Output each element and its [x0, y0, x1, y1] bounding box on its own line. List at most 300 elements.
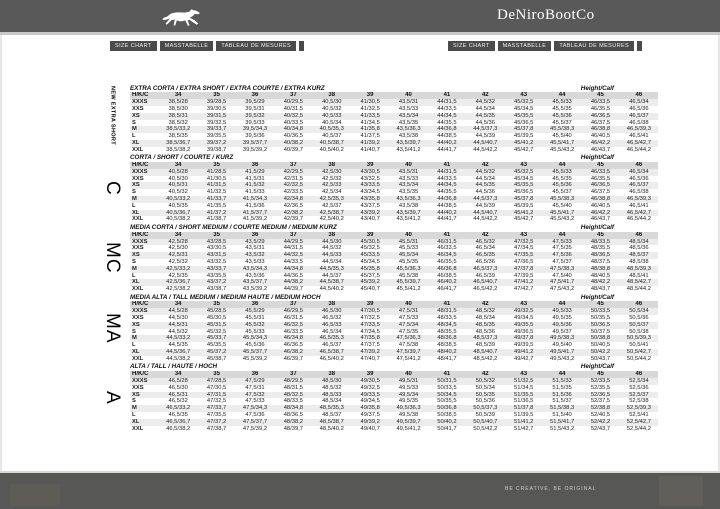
size-cell: 42,5/35: [168, 272, 188, 279]
size-cell: 40/29,5: [283, 99, 304, 106]
size-cell: 48/29,5: [283, 377, 304, 384]
size-cell: 42/31,5: [283, 175, 304, 182]
height-calf-label: Height/Calf: [580, 363, 614, 371]
size-cell: 50/38,8: [590, 335, 611, 342]
size-cell: 46,5/37: [322, 342, 342, 349]
row-label: S: [132, 189, 136, 196]
size-cell: 45,5/36,3: [396, 265, 421, 272]
size-cell: 49/32,5: [514, 308, 534, 315]
size-cell: 39,5/36: [245, 133, 265, 140]
col-header-46: 46: [635, 161, 643, 168]
col-header-41: 41: [443, 301, 451, 308]
size-cell: 43,5/39,7: [396, 139, 421, 146]
size-cell: 51/39,5: [514, 411, 534, 418]
size-cell: 46/36,8: [437, 265, 457, 272]
table-row-xl: [130, 419, 658, 426]
size-cell: 48,5/37: [322, 411, 342, 418]
row-label: M: [132, 196, 137, 203]
size-cell: 40,5/35: [168, 202, 188, 209]
size-cell: 52/33,5: [590, 377, 611, 384]
size-cell: 45,5/34,3: [242, 335, 268, 342]
col-header-40: 40: [405, 301, 412, 308]
size-cell: 44/40,2: [437, 139, 457, 146]
size-cell: 48/38,8: [590, 265, 611, 272]
size-cell: 50/43,7: [590, 355, 611, 362]
size-cell: 38,5/31: [168, 112, 188, 119]
table-row-xs: [130, 392, 658, 399]
table-row-xs: [130, 182, 658, 189]
size-cell: 47/37,2: [206, 418, 227, 425]
size-cell: 50,5/39: [475, 411, 495, 418]
size-cell: 41,5/34,3: [242, 196, 268, 203]
size-cell: 47/30,5: [360, 308, 380, 315]
size-cell: 46,5/36: [629, 175, 649, 182]
col-header-35: 35: [213, 161, 220, 168]
size-cell: 46/29,5: [283, 308, 304, 315]
size-cell: 48,5/34: [322, 398, 342, 405]
size-cell: 47,5/41,7: [550, 279, 575, 286]
col-header-38: 38: [328, 92, 336, 99]
table-row-xxl: [130, 426, 658, 433]
size-cell: 47,5/31: [245, 384, 265, 391]
size-cell: 46,5/38,7: [319, 349, 344, 356]
size-cell: 40,5/38,2: [166, 216, 191, 223]
size-cell: 43/35,8: [360, 196, 380, 203]
size-cell: 51,5/35: [552, 384, 572, 391]
size-cell: 46,5/41: [629, 202, 649, 209]
size-cell: 46,5/35: [475, 252, 495, 259]
size-cell: 46,5/30: [168, 384, 188, 391]
size-cell: 51/36,5: [514, 398, 534, 405]
size-cell: 45,5/38,3: [550, 196, 575, 203]
size-cell: 50/41,7: [437, 425, 457, 432]
row-label: XL: [132, 209, 140, 216]
size-cell: 49/40,7: [360, 425, 380, 432]
table-row-xxxs: [130, 169, 658, 176]
size-chart-area: [94, 84, 658, 432]
size-cell: 41,5/31: [245, 175, 265, 182]
size-cell: 43/33,5: [360, 182, 380, 189]
corner-header: H/K/C: [132, 92, 149, 99]
size-cell: 52/37,5: [590, 398, 611, 405]
brand-wordmark: DeNiroBootCo: [497, 7, 595, 23]
size-cell: 43,5/31: [398, 99, 419, 106]
size-cell: 46,5/39: [475, 272, 495, 279]
size-cell: 43,5/34: [398, 182, 419, 189]
size-cell: 46,5/38,2: [166, 425, 191, 432]
size-cell: 47,5/41,2: [396, 355, 421, 362]
size-cell: 44,5/36: [475, 119, 495, 126]
size-cell: 44/31,5: [283, 245, 304, 252]
col-header-44: 44: [558, 370, 566, 377]
size-cell: 39/31,5: [206, 112, 227, 119]
col-header-38: 38: [328, 231, 336, 238]
size-cell: 43,5/32: [245, 252, 265, 259]
size-cell: 50/31,5: [437, 377, 457, 384]
tab-size-chart[interactable]: SIZE CHART: [448, 41, 495, 51]
size-table-2: [94, 154, 658, 224]
size-cell: 42/38,2: [283, 209, 304, 216]
size-cell: 49/42,7: [514, 355, 534, 362]
col-header-43: 43: [520, 161, 528, 168]
size-cell: 43,5/37,7: [242, 279, 268, 286]
size-cell: 46,5/44,2: [626, 146, 651, 153]
size-cell: 44/38,2: [283, 279, 304, 286]
size-cell: 48/38,5: [437, 342, 457, 349]
col-header-39: 39: [366, 161, 374, 168]
size-cell: 51,5/33: [552, 377, 572, 384]
size-cell: 44,5/34: [475, 175, 495, 182]
size-cell: 48,5/41: [629, 272, 649, 279]
size-cell: 43/32,5: [206, 258, 227, 265]
size-cell: 48/38,2: [283, 418, 304, 425]
size-cell: 45,5/34: [398, 252, 419, 259]
col-header-44: 44: [558, 92, 566, 99]
table-row-xl: [130, 349, 658, 356]
col-header-39: 39: [366, 370, 374, 377]
size-cell: 41/33,7: [206, 196, 227, 203]
size-cell: 46/36,5: [590, 112, 611, 119]
size-cell: 47/39,5: [514, 272, 534, 279]
size-cell: 51,5/41,7: [550, 418, 575, 425]
size-cell: 46,5/36,7: [166, 418, 191, 425]
size-cell: 49/37,8: [514, 335, 534, 342]
size-cell: 47/35,5: [206, 411, 227, 418]
table-row-s: [130, 120, 658, 127]
size-cell: 45/32,5: [206, 328, 227, 335]
size-cell: 44/31,5: [437, 168, 457, 175]
size-cell: 47/34,5: [514, 245, 534, 252]
size-cell: 49,5/40: [552, 342, 572, 349]
size-cell: 49/35,5: [514, 321, 534, 328]
tab-group-right: [448, 41, 642, 51]
size-cell: 40,5/30: [322, 99, 342, 106]
size-cell: 48/41,7: [437, 355, 457, 362]
col-header-44: 44: [558, 161, 566, 168]
size-cell: 43,5/31: [398, 168, 419, 175]
col-header-38: 38: [328, 370, 336, 377]
size-cell: 51,5/38,3: [550, 405, 575, 412]
size-cell: 48,5/39: [475, 342, 495, 349]
size-cell: 43,5/31: [245, 245, 265, 252]
size-cell: 39/38,7: [206, 146, 227, 153]
side-label-c: C: [102, 181, 123, 196]
size-cell: 45/32,5: [360, 245, 380, 252]
size-cell: 45/35,5: [514, 182, 534, 189]
size-cell: 40/33,5: [283, 119, 304, 126]
size-cell: 47/41,2: [514, 279, 534, 286]
size-cell: 44/36,5: [283, 272, 304, 279]
row-label: XXS: [132, 175, 144, 182]
size-cell: 47/42,7: [514, 286, 534, 293]
size-cell: 48/33,5: [283, 398, 304, 405]
size-cell: 50,5/39,3: [626, 335, 651, 342]
row-label: XXXS: [132, 99, 148, 106]
size-cell: 49,5/41,2: [396, 425, 421, 432]
table-row-xl: [130, 210, 658, 217]
size-cell: 48/37,5: [590, 258, 611, 265]
col-header-41: 41: [443, 231, 451, 238]
size-cell: 40/38,2: [283, 139, 304, 146]
size-cell: 45,5/41,2: [396, 286, 421, 293]
tab-size-chart[interactable]: SIZE CHART: [110, 41, 157, 51]
size-cell: 45/35,5: [514, 112, 534, 119]
size-cell: 47,5/34,3: [242, 405, 268, 412]
size-cell: 38,5/28: [168, 99, 188, 106]
size-cell: 45,5/41,7: [550, 139, 575, 146]
size-cell: 46/38,2: [283, 349, 304, 356]
row-label: L: [132, 133, 136, 140]
row-label: XXL: [132, 355, 144, 362]
table-row-xxs: [130, 245, 658, 252]
size-cell: 44,5/39: [475, 133, 495, 140]
size-cell: 44/38,5: [437, 133, 457, 140]
size-cell: 42,5/34: [322, 189, 342, 196]
size-cell: 40,5/31: [168, 182, 188, 189]
size-cell: 45,5/35: [552, 105, 572, 112]
size-cell: 47,5/37: [552, 258, 572, 265]
size-cell: 50/35,5: [590, 315, 611, 322]
size-cell: 39,5/29: [245, 99, 265, 106]
height-calf-label: Height/Calf: [580, 154, 614, 162]
size-cell: 46/33,5: [590, 99, 611, 106]
size-cell: 40,5/30: [168, 175, 188, 182]
size-cell: 45,5/31: [398, 238, 419, 245]
row-label: L: [132, 411, 136, 418]
size-cell: 41/32,5: [360, 105, 380, 112]
size-cell: 48/42,2: [590, 279, 611, 286]
size-cell: 50,5/36: [475, 398, 495, 405]
size-cell: 46,5/44,2: [626, 216, 651, 223]
size-cell: 39/28,5: [206, 99, 227, 106]
footer-tagline: BE CREATIVE, BE ORIGINAL: [505, 486, 597, 492]
size-cell: 47,5/36: [245, 411, 265, 418]
row-label: XXS: [132, 315, 144, 322]
table-row-s: [130, 189, 658, 196]
size-cell: 46,5/39,3: [626, 196, 651, 203]
size-cell: 47/32,5: [206, 398, 227, 405]
col-header-45: 45: [597, 92, 604, 99]
size-cell: 46,5/30: [322, 308, 342, 315]
size-cell: 48/35,5: [590, 245, 611, 252]
size-cell: 52,5/37: [629, 391, 649, 398]
size-cell: 43,5/35: [398, 119, 419, 126]
size-cell: 44/33,5: [437, 175, 457, 182]
col-header-40: 40: [405, 370, 412, 377]
size-cell: 46,5/34: [475, 245, 495, 252]
size-cell: 50/40,5: [590, 342, 611, 349]
size-cell: 46,5/34: [629, 168, 649, 175]
tab-masstabelle[interactable]: MASSTABELLE: [498, 41, 552, 51]
size-cell: 42,5/32: [168, 258, 188, 265]
size-cell: 47,5/32: [245, 391, 265, 398]
row-label: L: [132, 342, 136, 349]
size-cell: 46,5/42,2: [473, 286, 498, 293]
size-cell: 43,5/41,2: [396, 146, 421, 153]
size-cell: 42,5/36,7: [166, 279, 191, 286]
size-cell: 41/35,5: [206, 202, 227, 209]
size-cell: 44/34,8: [283, 265, 304, 272]
size-cell: 46/34,8: [283, 335, 304, 342]
size-cell: 52,5/34: [629, 377, 649, 384]
size-cell: 43,5/34,3: [242, 265, 268, 272]
size-cell: 46,5/37: [629, 182, 649, 189]
col-header-43: 43: [520, 301, 528, 308]
size-cell: 48/34,8: [283, 405, 304, 412]
size-cell: 43/40,7: [360, 216, 380, 223]
size-cell: 39/35,5: [206, 133, 227, 140]
size-cell: 39,5/31: [245, 105, 265, 112]
size-cell: 45/34,5: [514, 105, 534, 112]
tab-tableau-de-mesures[interactable]: TABLEAU DE MESURES: [216, 41, 296, 51]
size-cell: 45,5/40: [552, 133, 572, 140]
table-row-xxs: [130, 315, 658, 322]
size-cell: 48/33,5: [590, 238, 611, 245]
col-header-36: 36: [251, 231, 259, 238]
size-cell: 44/31,5: [437, 99, 457, 106]
row-label: L: [132, 202, 136, 209]
size-cell: 46,5/38: [629, 119, 649, 126]
size-cell: 41/38,7: [206, 216, 227, 223]
size-cell: 47/30,5: [206, 384, 227, 391]
size-cell: 43/35,5: [206, 272, 227, 279]
size-cell: 50,5/41: [629, 342, 649, 349]
tab-tableau-de-mesures[interactable]: TABLEAU DE MESURES: [554, 41, 634, 51]
size-cell: 50,5/35: [475, 391, 495, 398]
size-cell: 45,5/33: [245, 328, 265, 335]
col-header-42: 42: [481, 301, 489, 308]
size-cell: 41/37,2: [206, 209, 227, 216]
size-cell: 47,5/38: [398, 342, 419, 349]
size-cell: 51/34,5: [514, 384, 534, 391]
size-cell: 44,5/35: [475, 182, 495, 189]
size-cell: 41,5/36: [245, 202, 265, 209]
size-cell: 45/36,5: [514, 119, 534, 126]
size-cell: 47,5/35: [398, 328, 419, 335]
size-cell: 45/34,5: [360, 258, 380, 265]
table-row-m: [130, 266, 658, 273]
size-cell: 44,5/37,3: [473, 196, 498, 203]
size-cell: 44/36,8: [437, 196, 457, 203]
size-cell: 42,5/30: [322, 168, 342, 175]
table-header-row: [130, 232, 658, 239]
size-cell: 47/35,5: [514, 252, 534, 259]
size-cell: 52,5/36: [629, 384, 649, 391]
size-cell: 44/35,5: [437, 189, 457, 196]
size-cell: 50/33,5: [590, 308, 611, 315]
size-cell: 42,5/40,2: [319, 216, 344, 223]
row-label: S: [132, 119, 136, 126]
tab-endcap-icon: [637, 41, 642, 51]
size-table-1: [94, 84, 658, 154]
size-cell: 44,5/40,7: [473, 209, 498, 216]
table-title: MEDIA CORTA / SHORT MEDIUM / COURTE MEDIUM / MEDIUM KURZ: [130, 223, 337, 231]
row-label: XL: [132, 279, 140, 286]
size-cell: 46/36,5: [590, 182, 611, 189]
size-cell: 45/37,5: [360, 272, 380, 279]
table-row-xs: [130, 252, 658, 259]
size-cell: 51/32,5: [514, 377, 534, 384]
size-cell: 48,5/42,2: [473, 355, 498, 362]
size-cell: 48,5/30: [322, 377, 342, 384]
size-cell: 40/36,5: [283, 133, 304, 140]
size-cell: 46/41,7: [437, 286, 457, 293]
size-cell: 49,5/43,2: [550, 355, 575, 362]
size-cell: 43,5/35: [398, 189, 419, 196]
size-cell: 45/39,5: [514, 202, 534, 209]
corner-header: H/K/C: [132, 301, 149, 308]
size-cell: 45/37,8: [514, 196, 534, 203]
size-table-4: [94, 293, 658, 363]
col-header-41: 41: [443, 161, 451, 168]
size-cell: 49/36,5: [514, 328, 534, 335]
tab-masstabelle[interactable]: MASSTABELLE: [160, 41, 214, 51]
size-cell: 42,5/32: [322, 175, 342, 182]
horse-logo-icon: [160, 7, 208, 33]
size-cell: 41,5/39,2: [242, 216, 268, 223]
col-header-34: 34: [174, 92, 182, 99]
size-cell: 52,5/42,7: [626, 418, 651, 425]
size-cell: 39/30,5: [206, 105, 227, 112]
size-cell: 46,5/39,3: [626, 126, 651, 133]
size-cell: 44/35,5: [437, 119, 457, 126]
size-cell: 52/42,2: [590, 418, 611, 425]
size-cell: 50/33,5: [437, 384, 457, 391]
size-cell: 43/38,7: [206, 286, 227, 293]
size-cell: 46,5/31: [168, 391, 188, 398]
size-cell: 44,5/38,2: [166, 355, 191, 362]
size-cell: 43,5/39,7: [396, 209, 421, 216]
col-header-45: 45: [597, 301, 604, 308]
size-cell: 48,5/35: [475, 321, 495, 328]
size-cell: 40,5/34: [322, 119, 342, 126]
table-header-row: [130, 301, 658, 308]
size-cell: 50/36,5: [590, 321, 611, 328]
size-cell: 49/30,5: [360, 377, 380, 384]
size-cell: 39,5/34,3: [242, 126, 268, 133]
size-cell: 40,5/33,2: [166, 196, 191, 203]
size-cell: 52/40,5: [590, 411, 611, 418]
size-cell: 44/36,8: [437, 126, 457, 133]
col-header-46: 46: [635, 301, 643, 308]
size-cell: 46,5/33: [322, 321, 342, 328]
table-row-xxxs: [130, 99, 658, 106]
size-cell: 46/38,5: [437, 272, 457, 279]
size-cell: 44/33,5: [283, 258, 304, 265]
size-cell: 41,5/33: [245, 189, 265, 196]
size-cell: 46,5/28: [168, 377, 188, 384]
size-cell: 46/33,5: [437, 245, 457, 252]
table-row-xxs: [130, 176, 658, 183]
col-header-46: 46: [635, 231, 643, 238]
col-header-37: 37: [290, 231, 297, 238]
size-cell: 50/42,2: [590, 349, 611, 356]
size-cell: 47/39,2: [360, 349, 380, 356]
size-cell: 46,5/36: [475, 258, 495, 265]
col-header-43: 43: [520, 231, 528, 238]
height-calf-label: Height/Calf: [580, 84, 614, 92]
size-cell: 40,5/37: [322, 133, 342, 140]
tab-group-left: [110, 41, 304, 51]
size-cell: 45,5/29: [245, 308, 265, 315]
size-cell: 49,5/31: [398, 377, 419, 384]
col-header-45: 45: [597, 370, 604, 377]
size-cell: 47/31,5: [206, 391, 227, 398]
size-cell: 47/33,7: [206, 405, 227, 412]
size-cell: 49/35,8: [360, 405, 380, 412]
size-cell: 47/32,5: [514, 238, 534, 245]
size-cell: 40,5/32: [322, 105, 342, 112]
